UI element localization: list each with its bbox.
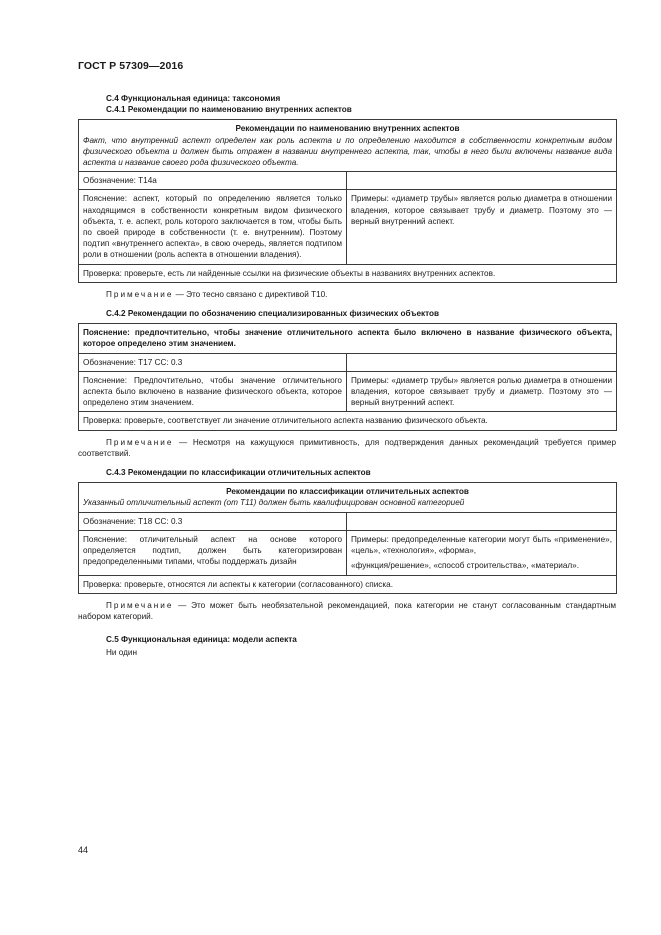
section-c41-title: С.4.1 Рекомендации по наименованию внутренних аспектов: [106, 105, 352, 115]
table-c41-caption-text: Факт, что внутренний аспект определен как роль аспекта и по определению находится в собственности конкретным видом физического объекта и должен быть отражен в названии внутреннего аспекта, так, чтобы в него были включены название вида аспекта и название своего рода физического объекта.: [83, 135, 613, 168]
table-c42-explanation: Пояснение: Предпочтительно, чтобы значение отличительного аспекта было включено в название физического объекта, которое определено этим значением.: [79, 371, 347, 412]
table-c43-examples: [347, 530, 617, 575]
page-number: 44: [78, 845, 89, 855]
note-c41-label: Примечание: [106, 289, 174, 299]
table-c41-caption-title: Рекомендации по наименованию внутренних аспектов: [235, 124, 460, 134]
table-c43-designation: Обозначение: Т18 СС: 0.3: [79, 512, 347, 530]
document-header: ГОСТ Р 57309—2016: [78, 60, 184, 72]
table-c43-examples-1: Примеры: предопределенные категории могут быть «применение», «цель», «технология», «форма»,: [351, 534, 613, 556]
table-c41-explanation: Пояснение: аспект, который по определению является только находящимся в собственности конкретным видом физического объекта, т. е. аспект, роль которого заключается в том, чтобы быть по своей природе в собственности (т. е. внутренним). Поэтому подтип «внутреннего аспекта», в свою очередь, является подтипом роли в отношении (роль аспекта в отношении владения).: [79, 190, 347, 264]
note-c43-label: Примечание: [106, 600, 174, 610]
table-c42-designation-empty: [347, 353, 617, 371]
table-c41-check: Проверка: проверьте, есть ли найденные ссылки на физические объекты в названиях внутренних аспектов.: [79, 264, 617, 282]
table-c41: [78, 119, 617, 282]
note-c43: [78, 600, 616, 622]
table-c42: [78, 323, 617, 430]
note-c42: [78, 437, 616, 459]
table-c43-explanation: Пояснение: отличительный аспект на основе которого определяется подтип, должен быть категоризирован предопределенными типами, чтобы поддержать дизайн: [79, 530, 347, 575]
table-c43: [78, 482, 617, 593]
note-c43-text: — Это может быть необязательной рекомендацией, пока категории не станут согласованным стандартным набором категорий.: [78, 600, 616, 621]
table-c42-caption: Пояснение: предпочтительно, чтобы значение отличительного аспекта было включено в название физического объекта, которое определено этим значением.: [79, 324, 617, 353]
note-c41: [106, 289, 616, 300]
page-content: [78, 92, 616, 659]
table-c42-examples: Примеры: «диаметр трубы» является ролью диаметра в отношении владения, которое связывает трубу и диаметр. Поэтому это — верный внутренний аспект.: [347, 371, 617, 412]
note-c41-text: — Это тесно связано с директивой Т10.: [173, 289, 328, 299]
table-c41-examples: Примеры: «диаметр трубы» является ролью диаметра в отношении владения, которое связывает трубу и диаметр. Поэтому это — верный внутренний аспект.: [347, 190, 617, 264]
section-c43-title: С.4.3 Рекомендации по классификации отличительных аспектов: [106, 468, 371, 478]
table-c43-check: Проверка: проверьте, относятся ли аспекты к категории (согласованного) списка.: [79, 575, 617, 593]
section-c5-text: Ни один: [106, 648, 138, 658]
table-c43-caption-text: Указанный отличительный аспект (от Т11) должен быть квалифицирован основной категорией: [83, 498, 465, 508]
table-c43-examples-2: «функция/решение», «способ строительства», «материал».: [351, 561, 580, 571]
table-c42-check: Проверка: проверьте, соответствует ли значение отличительного аспекта названию физического объекта.: [79, 412, 617, 430]
section-c5-title: С.5 Функциональная единица: модели аспекта: [106, 635, 297, 645]
note-c42-label: Примечание: [106, 437, 174, 447]
table-c41-designation: Обозначение: Т14а: [79, 172, 347, 190]
section-c4-title: С.4 Функциональная единица: таксономия: [106, 94, 281, 103]
table-c42-designation: Обозначение: Т17 СС: 0.3: [79, 353, 347, 371]
section-c42-title: С.4.2 Рекомендации по обозначению специализированных физических объектов: [106, 309, 440, 319]
note-c42-text: — Несмотря на кажущуюся примитивность, для подтверждения данных рекомендаций требуется пример соответствий.: [78, 437, 616, 458]
table-c41-caption: [79, 120, 617, 172]
table-c43-caption-title: Рекомендации по классификации отличительных аспектов: [226, 487, 469, 497]
table-c43-designation-empty: [347, 512, 617, 530]
table-c43-caption: [79, 483, 617, 512]
table-c41-designation-empty: [347, 172, 617, 190]
